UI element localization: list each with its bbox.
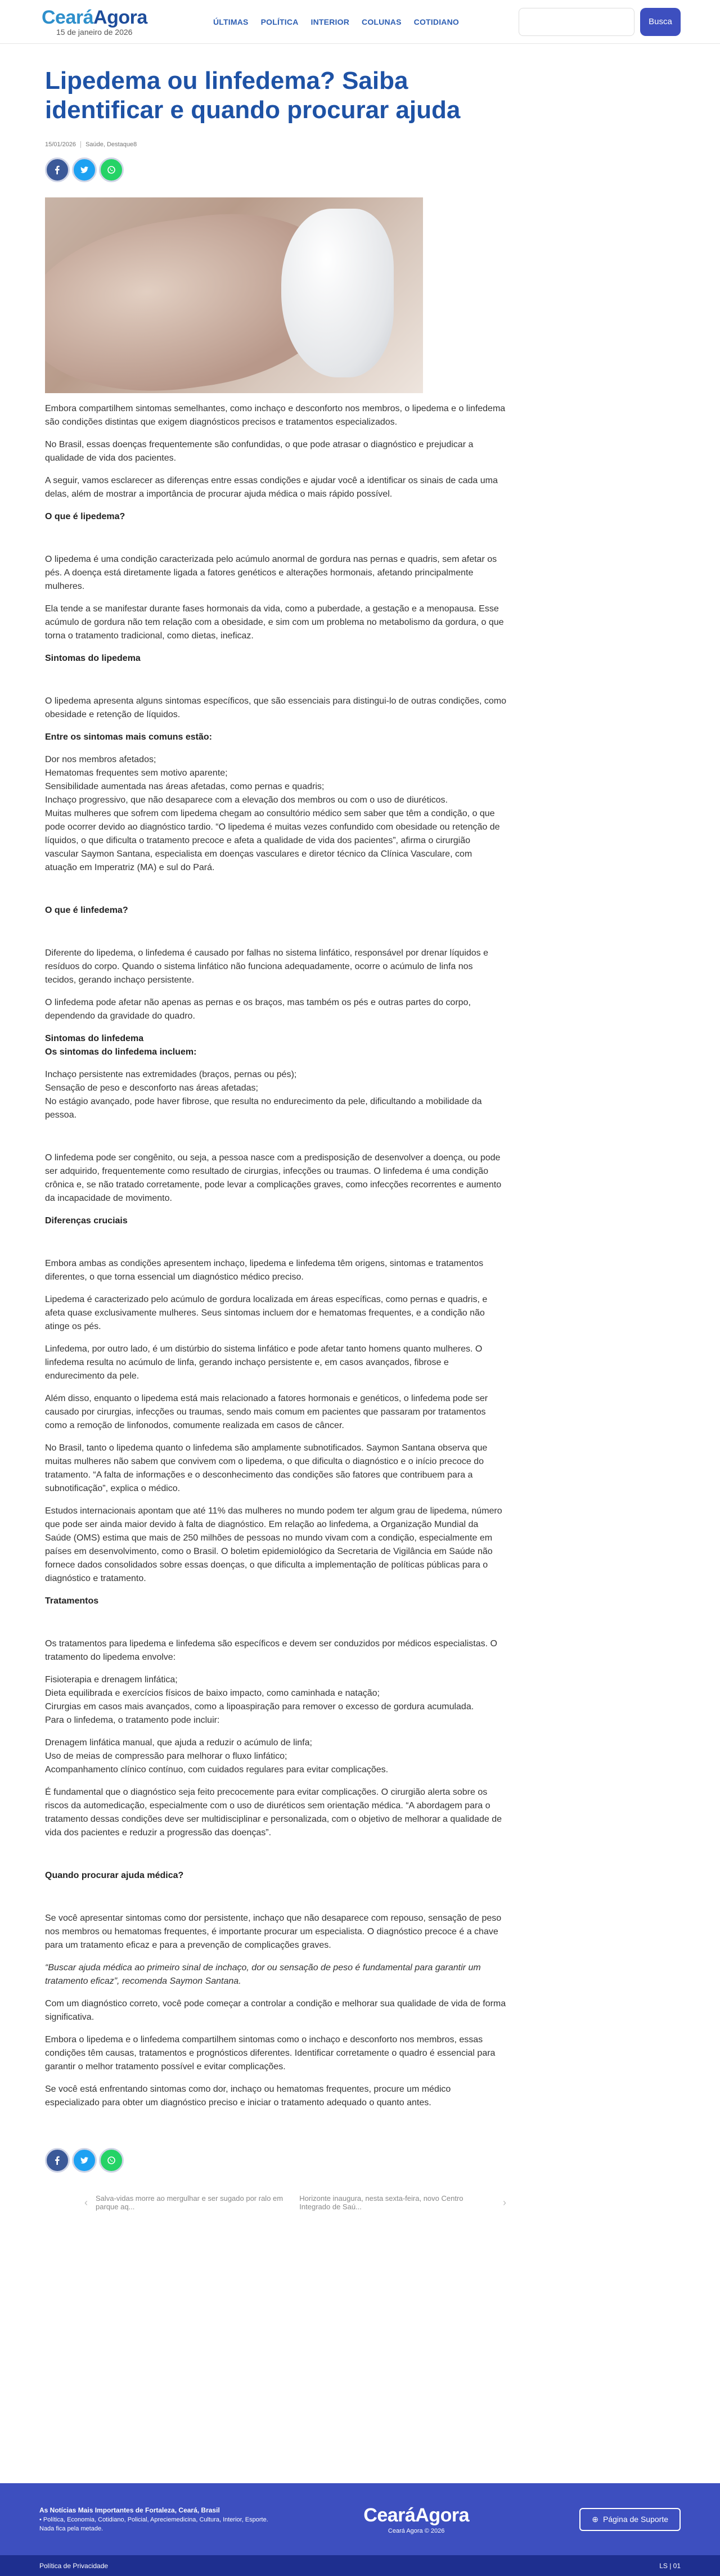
quote-text: “Buscar ajuda médica ao primeiro sinal de inchaço, dor ou sensação de peso é fundamental para garantir um tratamento eficaz”, recomenda Saymon Santana. (45, 1963, 481, 1986)
list-item: No estágio avançado, pode haver fibrose, que resulta no endurecimento da pele, dificultando a mobilidade da pessoa. (45, 1097, 482, 1120)
paragraph: O linfedema pode ser congênito, ou seja, a pessoa nasce com a predisposição de desenvolver a doença, ou pode ser adquirido, frequentemente como resultado de cirurgias, infecções ou traumas. O linfedema é uma condição crônica e, se não tratado corretamente, pode levar a complicações graves, como infecções recorrentes e aumento da incapacidade de movimento. (45, 1153, 502, 1203)
article-date: 15/01/2026 (45, 141, 76, 148)
search-button[interactable]: Busca (640, 8, 681, 36)
paragraph: A seguir, vamos esclarecer as diferenças entre essas condições e ajudar você a identificar os sinais de cada uma delas, além de mostrar a importância de procurar ajuda médica o mais rápido possível. (45, 476, 498, 499)
top-header (0, 0, 720, 44)
nav-interior[interactable]: INTERIOR (310, 17, 350, 26)
footer-code: LS | 01 (659, 2561, 681, 2570)
section-heading: O que é linfedema? (45, 906, 128, 915)
hero-glove-shape (281, 209, 394, 377)
facebook-share-icon[interactable] (45, 2148, 70, 2173)
list-item: Dieta equilibrada e exercícios físicos de baixo impacto, como caminhada e natação; (45, 1688, 380, 1698)
paragraph: Embora compartilhem sintomas semelhantes, como inchaço e desconforto nos membros, o lipedema e o linfedema são condições distintas que exigem diagnósticos precisos e tratamentos especializados. (45, 404, 506, 427)
footer-logo-ceara: Ceará (363, 2504, 416, 2526)
nav-cotidiano[interactable]: COTIDIANO (413, 17, 459, 26)
nav-colunas[interactable]: COLUNAS (362, 17, 402, 26)
list-item: Dor nos membros afetados; (45, 755, 156, 764)
list-item: Fisioterapia e drenagem linfática; (45, 1675, 178, 1685)
paragraph: Os tratamentos para lipedema e linfedema são específicos e devem ser conduzidos por médicos especialistas. O tratamento do lipedema envolve: (45, 1639, 497, 1662)
support-page-button[interactable] (579, 2508, 681, 2531)
list-item: Hematomas frequentes sem motivo aparente; (45, 768, 228, 778)
list-item: Inchaço persistente nas extremidades (braços, pernas ou pés); (45, 1070, 297, 1079)
list-item: Sensação de peso e desconforto nas áreas afetadas; (45, 1083, 258, 1093)
chevron-right-icon[interactable]: › (503, 2196, 506, 2208)
paragraph: No Brasil, essas doenças frequentemente são confundidas, o que pode atrasar o diagnóstico e prejudicar a qualidade de vida dos pacientes. (45, 440, 474, 463)
section-heading: Entre os sintomas mais comuns estão: (45, 732, 212, 742)
share-buttons-top (45, 157, 506, 182)
footer-bottom-bar (0, 2555, 720, 2576)
list-item: Sensibilidade aumentada nas áreas afetadas, como pernas e quadris; (45, 782, 325, 791)
chevron-left-icon[interactable]: ‹ (84, 2196, 88, 2208)
whatsapp-share-icon[interactable] (99, 2148, 124, 2173)
footer-tagline: As Notícias Mais Importantes de Fortaleza, Ceará, Brasil (39, 2506, 220, 2514)
footer-copyright: Ceará Agora © 2026 (388, 2527, 445, 2534)
paragraph: Se você apresentar sintomas como dor persistente, inchaço que não desaparece com repouso, sensação de peso nos membros ou hematomas frequentes, é importante procurar um especialista. O diagnóstico precoce é a chave para um tratamento eficaz e para a prevenção de complicações graves. (45, 1913, 502, 1950)
twitter-share-icon[interactable] (72, 2148, 97, 2173)
whatsapp-share-icon[interactable] (99, 157, 124, 182)
footer-about (39, 2506, 276, 2533)
logo-text-agora: Agora (93, 6, 147, 28)
list-item: Muitas mulheres que sofrem com lipedema chegam ao consultório médico sem saber que têm a condição, o que pode ocorrer devido ao diagnóstico tardio. “O lipedema é muitas vezes confundido com obesidade ou retenção de líquidos, o que dificulta o tratamento precoce e afeta a qualidade de vida dos pacientes”, afirma o cirurgião vascular Saymon Santana, especialista em doenças vasculares e diretor técnico da Clínica Vasculare, com atuação em Imperatriz (MA) e sul do Pará. (45, 809, 500, 872)
paragraph: Se você está enfrentando sintomas como dor, inchaço ou hematomas frequentes, procure um médico especializado para obter um diagnóstico preciso e iniciar o tratamento adequado o quanto antes. (45, 2084, 451, 2107)
symptom-list (45, 1068, 506, 1122)
paragraph: Lipedema é caracterizado pelo acúmulo de gordura localizada em áreas específicas, como pernas e quadris, e afeta quase exclusivamente mulheres. Seus sintomas incluem dor e hematomas frequentes, e a condição não atinge os pés. (45, 1295, 488, 1331)
paragraph: Embora o lipedema e o linfedema compartilhem sintomas como o inchaço e desconforto nos membros, essas condições têm causas, tratamentos e prognósticos diferentes. Identificar corretamente o quadro é essencial para garantir o melhor tratamento possível e evitar complicações. (45, 2035, 496, 2071)
symptom-list (45, 753, 506, 875)
footer-sections: • Política, Economia, Cotidiano, Policial, Apreciemedicina, Cultura, Interior, Esporte. Nada fica pela metade. (39, 2516, 268, 2532)
paragraph: Com um diagnóstico correto, você pode começar a controlar a condição e melhorar sua qualidade de vida de forma significativa. (45, 1999, 506, 2022)
paragraph: Além disso, enquanto o lipedema está mais relacionado a fatores hormonais e genéticos, o linfedema pode ser causado por cirurgias, infecções ou traumas, sendo mais comum em pacientes que passaram por tratamentos como a remoção de linfonodos, comumente realizada em casos de câncer. (45, 1394, 488, 1430)
paragraph: Ela tende a se manifestar durante fases hormonais da vida, como a puberdade, a gestação e a menopausa. Esse acúmulo de gordura não tem relação com a obesidade, e sim com um problema no metabolismo da gordura, o que torna o tratamento tradicional, como dietas, ineficaz. (45, 604, 504, 641)
treatment-list (45, 1673, 506, 1727)
paragraph: Estudos internacionais apontam que até 11% das mulheres no mundo podem ter algum grau de lipedema, número que pode ser ainda maior devido à falta de diagnóstico. Em relação ao linfedema, a Organização Mundial da Saúde (OMS) estima que mais de 250 milhões de pessoas no mundo vivam com a condição, especialmente em países em desenvolvimento, como o Brasil. O boletim epidemiológico da Secretaria de Vigilância em Saúde não fornece dados consolidados sobre essas doenças, o que dificulta a implementação de políticas públicas para o diagnóstico e tratamento. (45, 1506, 502, 1583)
header-date: 15 de janeiro de 2026 (56, 27, 133, 37)
article-hero-image (45, 197, 423, 393)
post-navigation (45, 2194, 506, 2211)
facebook-share-icon[interactable] (45, 157, 70, 182)
logo-text-ceara: Ceará (42, 6, 94, 28)
list-item: Inchaço progressivo, que não desaparece com a elevação dos membros ou com o uso de diuréticos. (45, 795, 448, 805)
privacy-policy-link[interactable]: Política de Privacidade (39, 2561, 109, 2570)
section-heading: Tratamentos (45, 1596, 99, 1606)
nav-ultimas[interactable]: ÚLTIMAS (213, 17, 249, 26)
section-heading: Quando procurar ajuda médica? (45, 1871, 184, 1880)
list-item: Drenagem linfática manual, que ajuda a reduzir o acúmulo de linfa; (45, 1738, 312, 1748)
list-item: Para o linfedema, o tratamento pode incluir: (45, 1715, 220, 1725)
article-category[interactable]: Saúde, Destaque8 (86, 141, 137, 148)
list-item: Uso de meias de compressão para melhorar o fluxo linfático; (45, 1751, 287, 1761)
section-heading: Sintomas do lipedema (45, 654, 141, 663)
site-logo[interactable] (42, 7, 195, 37)
paragraph: O linfedema pode afetar não apenas as pernas e os braços, mas também os pés e outras partes do corpo, dependendo da gravidade do quadro. (45, 998, 471, 1021)
paragraph: No Brasil, tanto o lipedema quanto o linfedema são amplamente subnotificados. Saymon Santana observa que muitas mulheres não sabem que convivem com o lipedema, o que dificulta o diagnóstico e o início precoce do tratamento. “A falta de informações e o desconhecimento das condições são fatores que contribuem para a subnotificação”, explica o médico. (45, 1443, 488, 1493)
article-title: Lipedema ou linfedema? Saiba identificar e quando procurar ajuda (45, 67, 461, 124)
footer-logo-agora: Agora (415, 2504, 470, 2526)
article-body (45, 402, 506, 2110)
paragraph: O lipedema é uma condição caracterizada pelo acúmulo anormal de gordura nas pernas e quadris, sem afetar os pés. A doença está diretamente ligada a fatores genéticos e alterações hormonais, afetando principalmente mulheres. (45, 555, 497, 591)
quote (45, 1961, 506, 1988)
paragraph: Embora ambas as condições apresentem inchaço, lipedema e linfedema têm origens, sintomas e tratamentos diferentes, o que torna essencial um diagnóstico médico preciso. (45, 1259, 484, 1282)
support-icon: ⊕ (592, 2514, 599, 2524)
share-buttons-bottom (45, 2148, 506, 2173)
paragraph: Linfedema, por outro lado, é um distúrbio do sistema linfático e pode afetar tanto homens quanto mulheres. O linfedema resulta no acúmulo de linfa, gerando inchaço persistente e, em casos avançados, fibrose e endurecimento da pele. (45, 1344, 483, 1381)
treatment-list (45, 1736, 506, 1777)
search-form (519, 8, 681, 36)
nav-politica[interactable]: POLÍTICA (260, 17, 299, 26)
meta-divider (80, 141, 81, 148)
paragraph: É fundamental que o diagnóstico seja feito precocemente para evitar complicações. O cirurgião alerta sobre os riscos da automedicação, especialmente com o uso de diuréticos sem orientação médica. “A abordagem para o tratamento dessas condições deve ser multidisciplinar e personalizada, com o objetivo de melhorar a qualidade de vida dos pacientes e reduzir a progressão das doenças”. (45, 1787, 502, 1838)
section-heading: Os sintomas do linfedema incluem: (45, 1047, 197, 1057)
next-post-link[interactable]: Horizonte inaugura, nesta sexta-feira, novo Centro Integrado de Saú... (299, 2194, 464, 2211)
footer-logo[interactable] (253, 2505, 579, 2534)
search-input[interactable] (519, 8, 634, 36)
list-item: Acompanhamento clínico contínuo, com cuidados regulares para evitar complicações. (45, 1765, 389, 1775)
article (45, 66, 506, 2211)
paragraph: Diferente do lipedema, o linfedema é causado por falhas no sistema linfático, responsável por drenar líquidos e resíduos do corpo. Quando o sistema linfático não funciona adequadamente, ocorre o acúmulo de linfa nos tecidos, gerando inchaço persistente. (45, 948, 489, 985)
paragraph: O lipedema apresenta alguns sintomas específicos, que são essenciais para distingui-lo de outras condições, como obesidade e retenção de líquidos. (45, 696, 507, 719)
article-meta (45, 141, 506, 148)
prev-post-link[interactable]: Salva-vidas morre ao mergulhar e ser sugado por ralo em parque aq... (96, 2194, 284, 2211)
list-item: Cirurgias em casos mais avançados, como a lipoaspiração para remover o excesso de gordura acumulada. (45, 1702, 474, 1712)
section-heading: Diferenças cruciais (45, 1216, 128, 1226)
main-nav (213, 17, 459, 26)
site-footer (0, 2483, 720, 2555)
section-heading: Sintomas do linfedema (45, 1034, 144, 1043)
section-heading: O que é lipedema? (45, 512, 125, 521)
support-button-label: Página de Suporte (603, 2515, 668, 2524)
twitter-share-icon[interactable] (72, 157, 97, 182)
